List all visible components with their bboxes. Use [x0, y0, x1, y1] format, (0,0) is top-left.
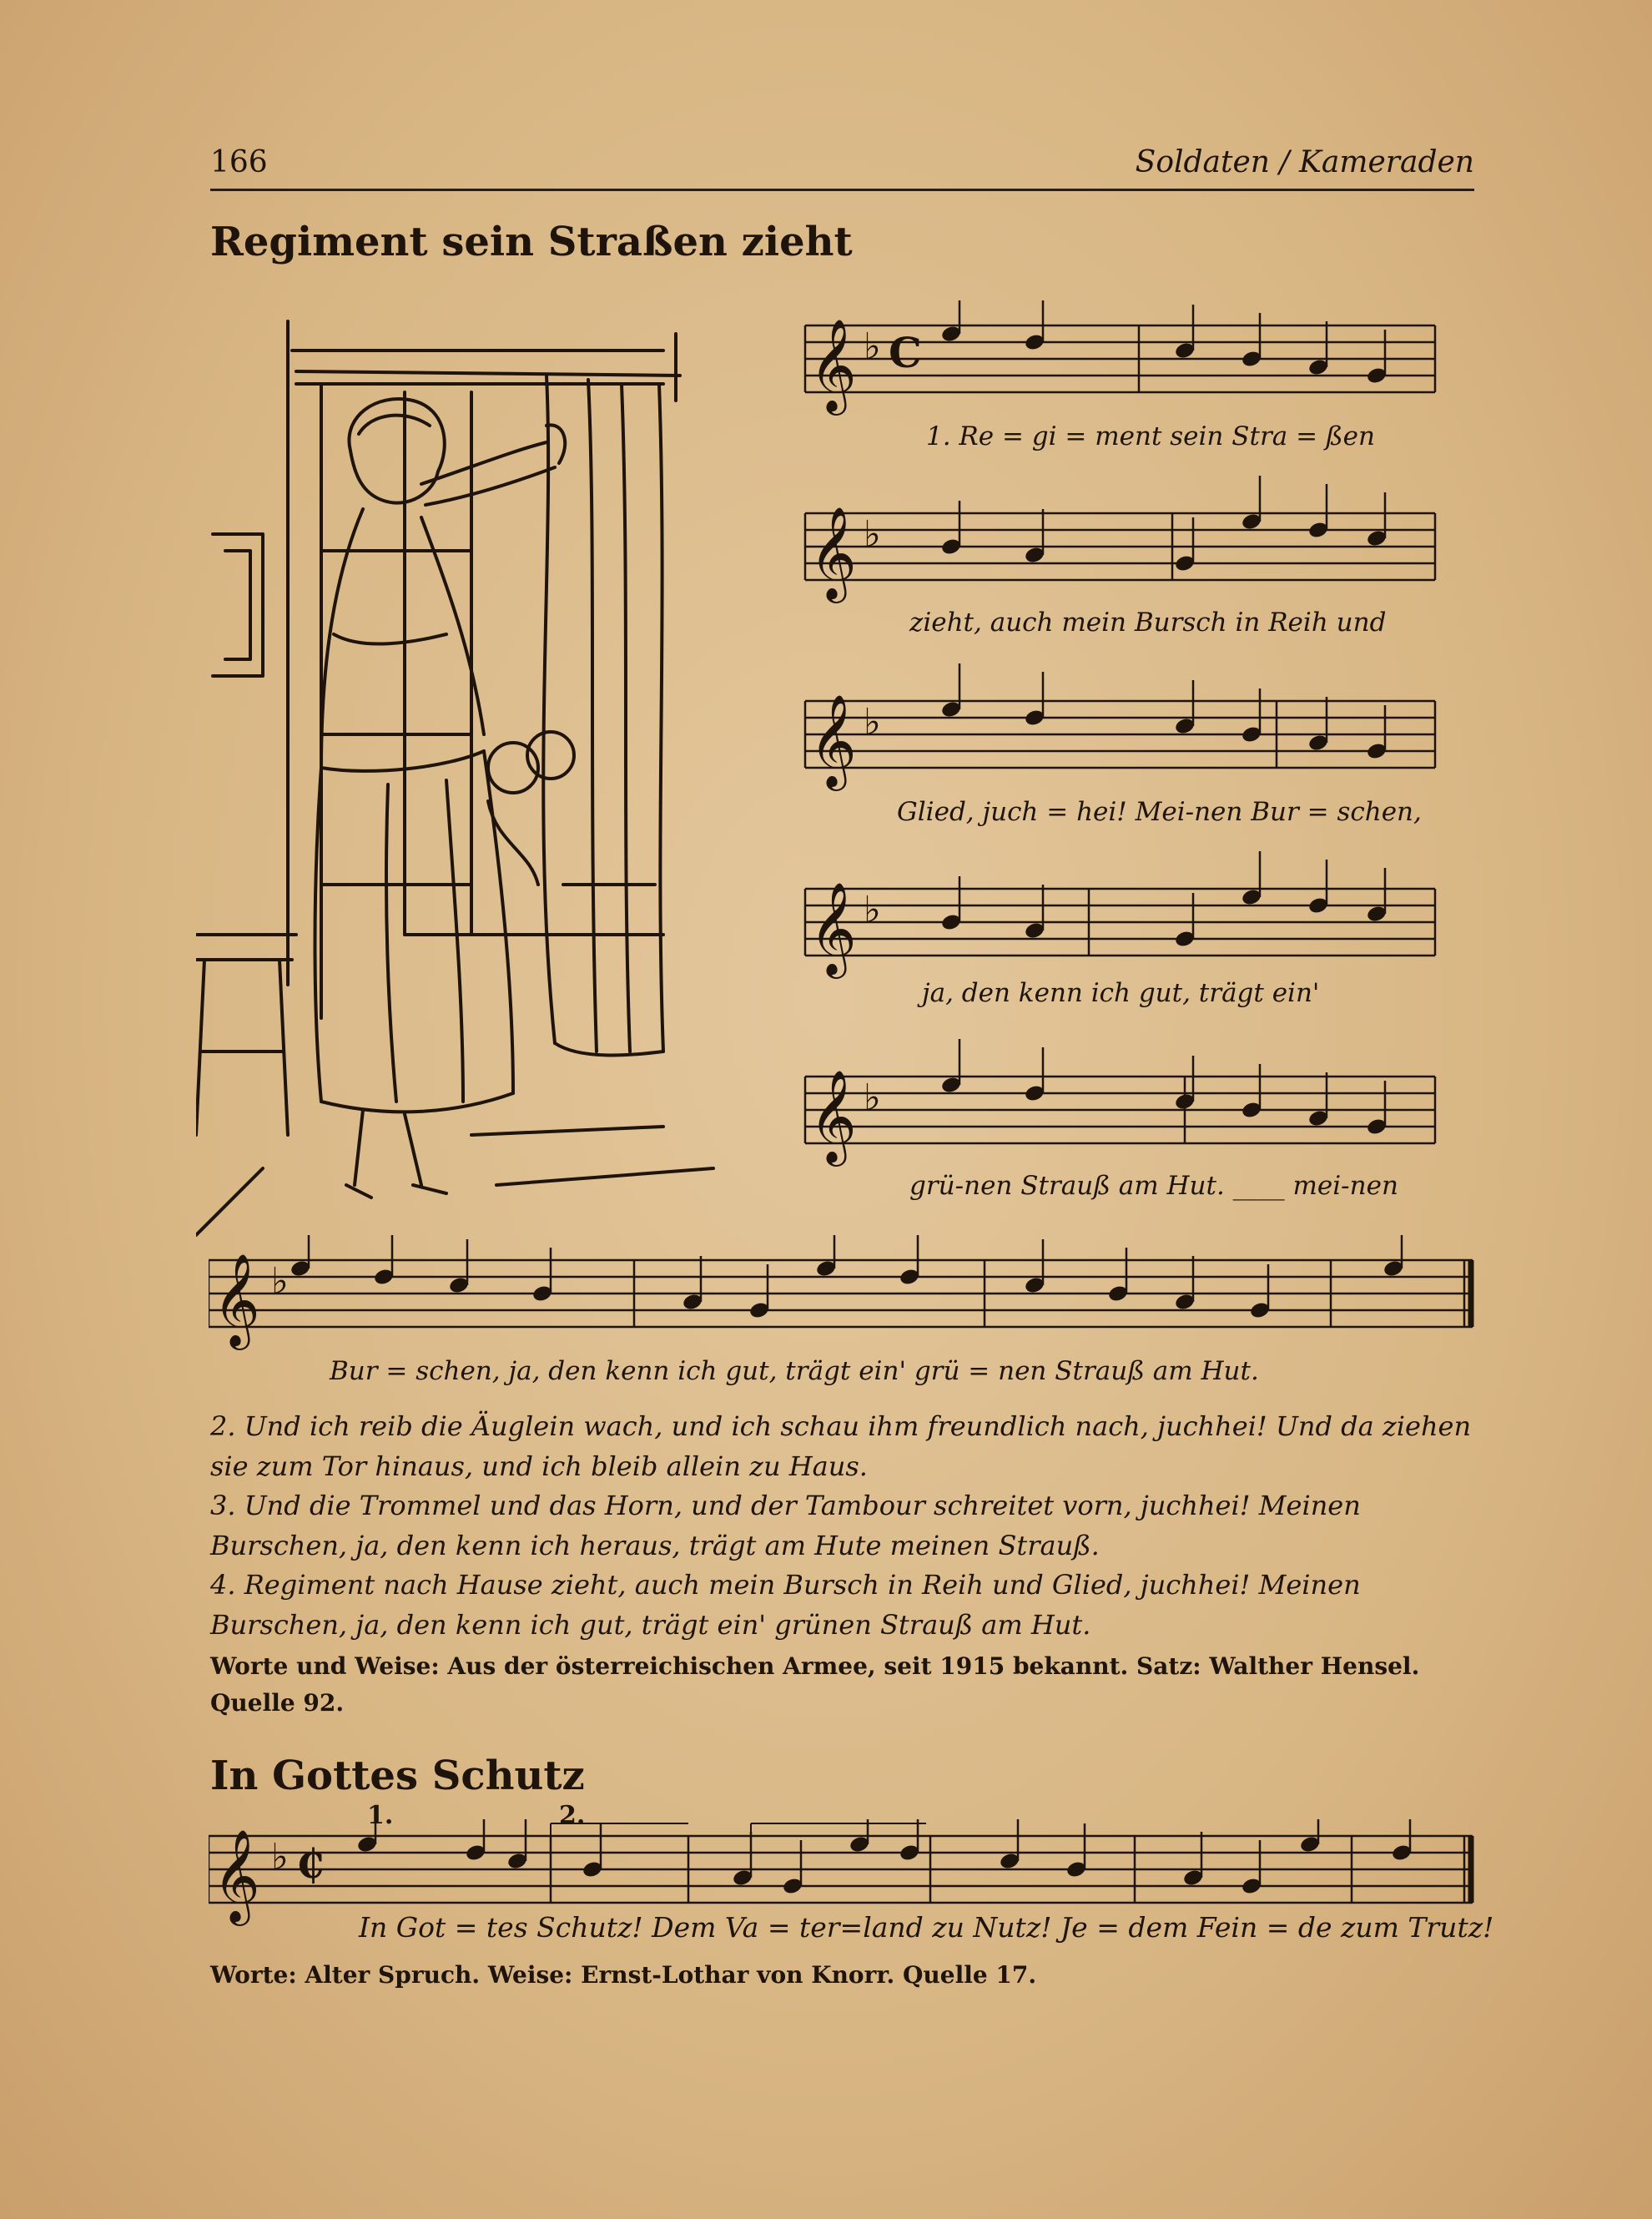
svg-text:♭: ♭ — [271, 1260, 289, 1303]
svg-text:♭: ♭ — [271, 1836, 289, 1879]
svg-text:♭: ♭ — [864, 513, 881, 556]
running-head: Soldaten / Kameraden — [1135, 145, 1474, 179]
svg-text:𝄞: 𝄞 — [809, 318, 857, 411]
song2-credit: Worte: Alter Spruch. Weise: Ernst-Lothar von Knorr. Quelle 17. — [210, 1961, 1037, 1989]
song2-lyrics: In Got = tes Schutz! Dem Va = ter=land zu Nutz! Je = dem Fein = de zum Trutz! — [359, 1911, 1494, 1944]
page-number: 166 — [210, 145, 268, 179]
svg-text:C: C — [889, 328, 922, 377]
lyric-line-5: grü-nen Strauß am Hut. ____ mei-nen — [909, 1171, 1398, 1201]
volta-2: 2. — [559, 1801, 586, 1830]
svg-text:₵: ₵ — [296, 1841, 325, 1888]
svg-text:𝄞: 𝄞 — [213, 1828, 260, 1922]
page-header — [210, 142, 1474, 191]
lyric-line-4: ja, den kenn ich gut, trägt ein' — [922, 978, 1320, 1008]
svg-text:𝄞: 𝄞 — [213, 1253, 260, 1346]
svg-text:𝄞: 𝄞 — [809, 693, 857, 787]
note-heads — [356, 1819, 1413, 1895]
svg-text:♭: ♭ — [864, 889, 881, 931]
staff-6 — [209, 1235, 1493, 1360]
lyric-line-6: Bur = schen, ja, den kenn ich gut, trägt ein' grü = nen Strauß am Hut. — [330, 1356, 1259, 1386]
song1-credit: Worte und Weise: Aus der österreichischen Armee, seit 1915 bekannt. Satz: Walther Hensel. Quelle 92. — [210, 1652, 1420, 1717]
stanza-4: 4. Regiment nach Hause zieht, auch mein Bursch in Reih und Glied, juchhei! Meinen Burschen, ja, den kenn ich gut, trägt ein' grünen Strauß am Hut. — [210, 1569, 1361, 1641]
song-title: Regiment sein Straßen zieht — [210, 219, 853, 265]
staff-5 — [805, 1077, 1435, 1143]
svg-text:♭: ♭ — [864, 701, 881, 744]
staff-3 — [805, 701, 1435, 768]
song2-title: In Gottes Schutz — [210, 1753, 585, 1799]
svg-text:𝄞: 𝄞 — [809, 881, 857, 975]
volta-1: 1. — [367, 1801, 394, 1830]
staff-4 — [805, 889, 1435, 956]
svg-text:♭: ♭ — [864, 325, 881, 368]
svg-text:♭: ♭ — [864, 1077, 881, 1119]
lyric-line-2: zieht, auch mein Bursch in Reih und — [909, 608, 1387, 638]
staff-2 — [805, 513, 1435, 580]
lyric-line-1: 1. Re = gi = ment sein Stra = ßen — [926, 421, 1375, 451]
svg-text:𝄞: 𝄞 — [809, 1069, 857, 1162]
stanza-3: 3. Und die Trommel und das Horn, und der Tambour schreitet vorn, juchhei! Meinen Burschen, ja, den kenn ich heraus, trägt am Hute meinen Strauß. — [210, 1490, 1361, 1561]
stanza-2: 2. Und ich reib die Äuglein wach, und ich schau ihm freundlich nach, juchhei! Und da ziehen sie zum Tor hinaus, und ich bleib allein zu Haus. — [210, 1410, 1472, 1482]
illustration-woman-at-window — [196, 300, 780, 1243]
lyric-line-3: Glied, juch = hei! Mei-nen Bur = schen, — [897, 797, 1422, 827]
svg-text:𝄞: 𝄞 — [809, 506, 857, 599]
